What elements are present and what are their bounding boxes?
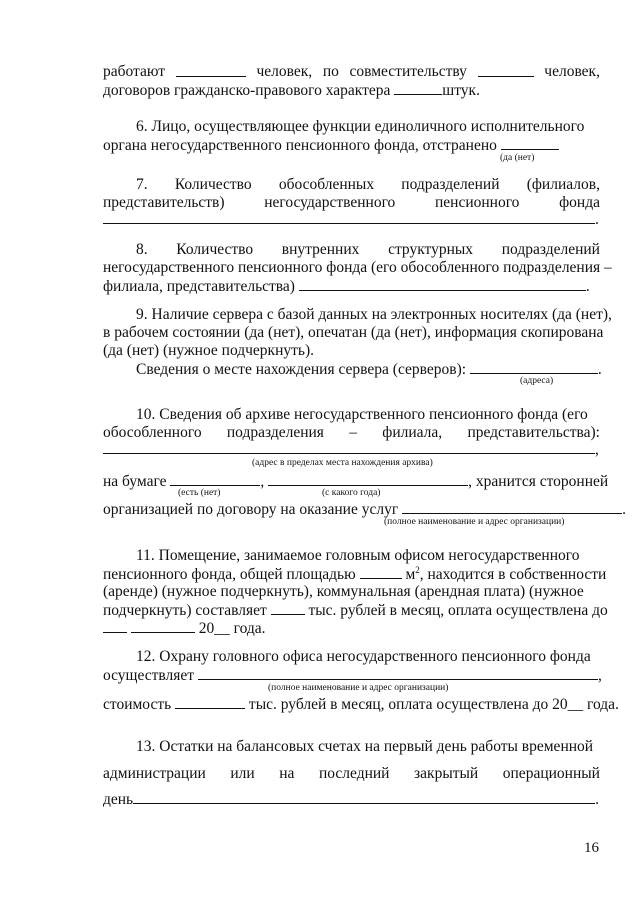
p7-line1 [136, 176, 600, 194]
blank [470, 360, 598, 374]
blank [402, 500, 622, 514]
word: закрытый [414, 765, 479, 782]
p7-line3: . [103, 210, 599, 229]
word: пенсионного [434, 194, 520, 211]
p8-line3: филиала, представительства) . [103, 278, 590, 295]
word: человек, [544, 63, 600, 80]
p13-line1: 13. Остатки на балансовых счетах на первый день работы временной [136, 738, 594, 755]
word: – [349, 424, 357, 441]
p10-line3: , [103, 440, 599, 459]
p6-line2 [103, 136, 559, 155]
word: подразделений [401, 176, 500, 193]
p13-line3: день . [103, 791, 600, 808]
p12-line1: 12. Охрану головного офиса негосударственного пенсионного фонда [136, 648, 591, 665]
p11-line1: 11. Помещение, занимаемое головным офисом негосударственного [136, 547, 580, 564]
p8-line1 [136, 241, 600, 259]
text: Сведения о месте нахождения сервера (серверов): [136, 361, 467, 378]
word: 7. [136, 176, 148, 193]
p11-line3: (аренде) (нужное подчеркнуть), коммунальная (арендная плата) (нужное [103, 583, 584, 600]
p9-line2: в рабочем состоянии (да (нет), опечатан (да (нет), информация скопирована [103, 324, 604, 341]
text: 20__ года. [198, 620, 266, 637]
p10-line4: на бумаге , , хранится сторонней [103, 473, 609, 490]
word: администрации [103, 765, 206, 782]
page-number: 16 [584, 840, 599, 856]
blank [268, 472, 468, 486]
word: подразделения [226, 424, 324, 441]
p9-caption: (адреса) [520, 376, 554, 386]
p6-caption: (да (нет) [500, 153, 535, 163]
blank [198, 666, 598, 680]
text: подчеркнуть) составляет [103, 602, 267, 619]
p12-caption: (полное наименование и адрес организации) [268, 683, 449, 693]
word: структурных [388, 241, 474, 258]
word: последний [318, 765, 390, 782]
text: тыс. рублей в месяц, оплата осуществлена до [308, 602, 608, 619]
word: филиала, [382, 424, 443, 441]
p0-line1 [103, 63, 600, 81]
word: негосударственного [264, 194, 396, 211]
text: тыс. рублей в месяц, оплата осуществлена до 20__ года. [248, 696, 619, 713]
p10-caption-year: (с какого года) [322, 488, 381, 498]
p8-line2: негосударственного пенсионного фонда (его обособленного подразделения – [103, 259, 612, 276]
p10-line1: 10. Сведения об архиве негосударственного пенсионного фонда (его [136, 406, 588, 423]
blank [271, 601, 305, 615]
p9-line3: (да (нет) (нужное подчеркнуть). [103, 342, 315, 359]
text: м [405, 566, 416, 583]
p10-caption-address: (адрес в пределах места нахождения архива) [252, 458, 433, 468]
p12-line3 [103, 695, 619, 714]
word: подразделений [501, 241, 600, 258]
text: на бумаге [103, 473, 167, 490]
text: пенсионного фонда, общей площадью [103, 566, 356, 583]
blank [360, 565, 402, 579]
p12-line2: осуществляет , [103, 667, 602, 684]
word: обособленного [103, 424, 202, 441]
p9-line1: 9. Наличие сервера с базой данных на электронных носителях (да (нет), [136, 306, 612, 323]
blank [103, 210, 595, 224]
word: человек, [256, 63, 313, 80]
word: или [230, 765, 255, 782]
word: (филиалов, [526, 176, 600, 193]
word: внутренних [281, 241, 360, 258]
p6-line1: 6. Лицо, осуществляющее функции единоличного исполнительного [136, 118, 585, 135]
text: , хранится сторонней [468, 473, 609, 490]
word: представительства): [467, 424, 600, 441]
p13-line2 [103, 765, 600, 783]
word: операционный [502, 765, 600, 782]
blank [175, 695, 245, 709]
p11-line2 [103, 565, 606, 584]
word: Количество [174, 176, 252, 193]
word: совместительству [349, 63, 467, 80]
text: филиала, представительства) [103, 278, 295, 295]
text: штук. [442, 82, 480, 99]
p10-line5: организацией по договору на оказание услуг . [103, 501, 626, 518]
p11-line4 [103, 601, 608, 620]
blank [478, 63, 534, 77]
text: организацией по договору на оказание услуг [103, 501, 399, 518]
blank [394, 81, 442, 95]
p10-caption-org: (полное наименование и адрес организации) [384, 517, 565, 527]
word: на [279, 765, 295, 782]
text: органа негосударственного пенсионного фонда, отстранено [103, 137, 497, 154]
blank [501, 136, 559, 150]
text: стоимость [103, 696, 172, 713]
word: представительств) [103, 194, 225, 211]
blank [131, 619, 195, 633]
p10-caption-exists: (есть (нет) [178, 488, 221, 498]
p11-line5 [103, 619, 266, 638]
word: 8. [136, 241, 148, 258]
blank [103, 440, 595, 454]
blank [133, 790, 595, 804]
text: договоров гражданско-правового характера [103, 82, 391, 99]
p0-line2 [103, 81, 480, 100]
word: фонда [559, 194, 600, 211]
p9-line4: Сведения о месте нахождения сервера (серверов): . [136, 361, 602, 378]
text: осуществляет [103, 667, 195, 684]
text: , находится в собственности [419, 566, 607, 583]
word: по [322, 63, 339, 80]
word: обособленных [278, 176, 375, 193]
text: день [103, 791, 134, 808]
blank [176, 63, 246, 77]
word: работают [103, 63, 166, 80]
blank [170, 472, 260, 486]
word: Количество [176, 241, 254, 258]
blank [103, 619, 127, 633]
superscript: 2 [415, 564, 420, 575]
blank [299, 277, 586, 291]
